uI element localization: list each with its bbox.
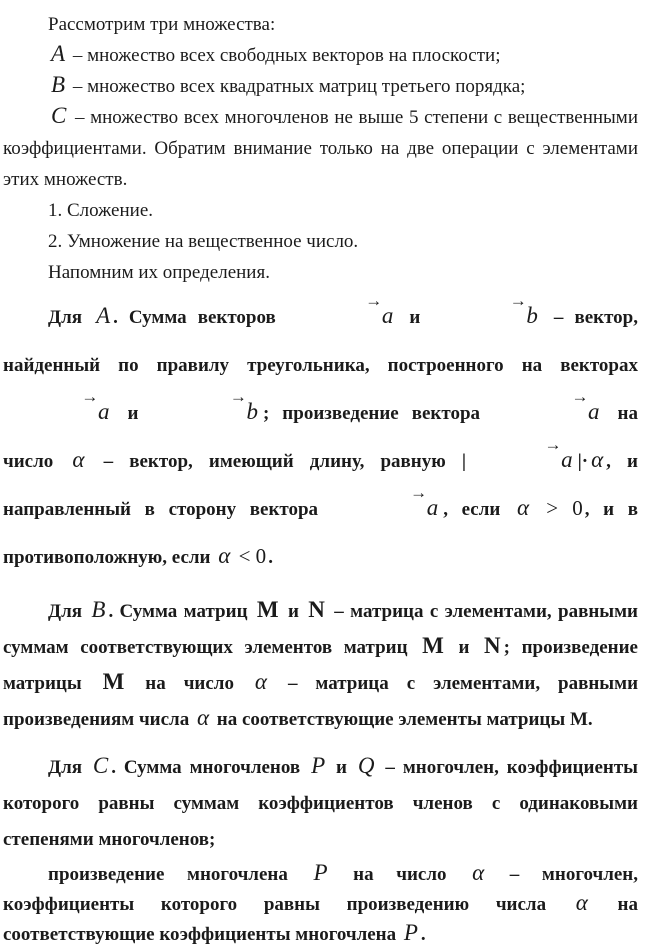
math-symbol: b bbox=[246, 399, 258, 424]
matrix-symbol: N bbox=[484, 633, 501, 658]
math-symbol: Q bbox=[357, 753, 375, 778]
text-run: , если bbox=[443, 499, 514, 520]
vector-arrow-icon: → bbox=[365, 291, 383, 311]
text-run: и bbox=[446, 637, 482, 658]
text-run: на соответствующие коэффициенты многочлена bbox=[3, 894, 638, 945]
text-run: . bbox=[268, 547, 273, 568]
vector-symbol bbox=[337, 483, 439, 520]
math-symbol: P bbox=[311, 753, 326, 778]
math-symbol: α bbox=[591, 447, 604, 472]
definition-polynomials-product bbox=[3, 860, 638, 950]
math-symbol: α bbox=[196, 705, 210, 730]
vector-arrow-icon: → bbox=[229, 387, 247, 407]
text-run: на число bbox=[3, 403, 638, 472]
text-run: – множество всех свободных векторов на плоскости; bbox=[68, 45, 501, 66]
math-symbol: P bbox=[313, 860, 328, 885]
list-item-multiplication bbox=[3, 226, 638, 257]
math-symbol: C bbox=[51, 103, 67, 128]
math-symbol: A bbox=[51, 41, 66, 66]
vector-arrow-icon: → bbox=[544, 435, 562, 455]
math-symbol: a bbox=[588, 399, 600, 424]
text-run: на число bbox=[330, 864, 470, 885]
math-symbol: B bbox=[51, 72, 66, 97]
math-symbol: b bbox=[526, 303, 538, 328]
text-run: и bbox=[281, 601, 306, 622]
math-symbol: α bbox=[575, 890, 588, 915]
text-run: |· bbox=[577, 451, 589, 472]
text-run: на число bbox=[127, 673, 252, 694]
math-symbol: a bbox=[561, 447, 573, 472]
set-c-paragraph bbox=[3, 102, 638, 195]
text-run: произведение многочлена bbox=[48, 864, 311, 885]
text-run: . Сумма матриц bbox=[108, 601, 254, 622]
text-run: 1. Сложение. bbox=[48, 200, 154, 221]
text-run: на соответствующие элементы матрицы М. bbox=[212, 709, 593, 730]
text-run: – множество всех квадратных матриц третьего порядка; bbox=[68, 76, 526, 97]
text-run: – множество всех многочленов не выше 5 степени с вещественными коэффициентами. Обратим внимание только на две операции с элементами этих множеств. bbox=[3, 107, 638, 190]
vector-symbol bbox=[8, 387, 110, 424]
math-symbol: α bbox=[472, 860, 485, 885]
math-symbol: C bbox=[92, 753, 109, 778]
vector-arrow-icon: → bbox=[81, 387, 99, 407]
math-symbol: a bbox=[381, 303, 394, 328]
text-run: Для bbox=[48, 757, 90, 778]
text-run: , и направленный в сторону вектора bbox=[3, 451, 638, 520]
math-operator: > 0 bbox=[532, 496, 583, 520]
math-symbol: a bbox=[426, 495, 439, 520]
text-run: – матрица с элементами, равными произведениям числа bbox=[3, 673, 639, 730]
set-a-line bbox=[3, 40, 638, 71]
text-run: – многочлен, коэффициенты которого равны суммам коэффициентов членов с одинаковыми степенями многочленов; bbox=[3, 757, 638, 850]
text-run: ; произведение вектора bbox=[262, 403, 494, 424]
math-symbol: α bbox=[72, 447, 85, 472]
vector-symbol bbox=[498, 387, 600, 424]
vector-arrow-icon: → bbox=[410, 483, 428, 503]
text-run: – многочлен, коэффициенты которого равны произведению числа bbox=[3, 864, 638, 915]
text-run: – матрица с элементами, равными суммам соответствующих элементов матриц bbox=[3, 601, 639, 658]
text-run: . Сумма многочленов bbox=[111, 757, 309, 778]
definition-matrices bbox=[3, 594, 638, 738]
text-run: Напомним их определения. bbox=[48, 262, 270, 283]
matrix-symbol: N bbox=[308, 597, 325, 622]
matrix-symbol: M bbox=[256, 597, 279, 622]
intro-line bbox=[3, 9, 638, 40]
vector-symbol bbox=[156, 387, 258, 424]
text-run: . Сумма векторов bbox=[113, 307, 287, 328]
text-run: и bbox=[398, 307, 432, 328]
text-run: Для bbox=[48, 307, 94, 328]
text-run: . bbox=[420, 924, 426, 945]
math-symbol: A bbox=[96, 303, 111, 328]
vector-arrow-icon: → bbox=[509, 291, 527, 311]
vector-symbol bbox=[471, 435, 573, 472]
text-run: , и в противоположную, если bbox=[3, 499, 638, 568]
math-symbol: P bbox=[403, 920, 418, 945]
math-symbol: B bbox=[91, 597, 106, 622]
text-run: – вектор, найденный по правилу треугольника, построенного на векторах bbox=[3, 307, 638, 376]
math-symbol: a bbox=[98, 399, 110, 424]
math-symbol: α bbox=[218, 543, 231, 568]
definitions-note bbox=[3, 257, 638, 288]
math-operator: < 0 bbox=[233, 544, 267, 568]
math-symbol: α bbox=[516, 495, 530, 520]
text-run: – вектор, имеющий длину, равную | bbox=[87, 451, 467, 472]
text-run: Для bbox=[48, 601, 89, 622]
math-symbol: α bbox=[254, 669, 267, 694]
matrix-symbol: M bbox=[422, 633, 444, 658]
text-run: и bbox=[114, 403, 152, 424]
vector-arrow-icon: → bbox=[571, 387, 589, 407]
text-run: и bbox=[328, 757, 355, 778]
set-b-line bbox=[3, 71, 638, 102]
definition-polynomials-sum bbox=[3, 750, 638, 858]
definition-vectors bbox=[3, 291, 638, 582]
vector-symbol bbox=[436, 291, 538, 328]
text-run: Рассмотрим три множества: bbox=[48, 14, 276, 35]
matrix-symbol: M bbox=[102, 669, 125, 694]
text-run: 2. Умножение на вещественное число. bbox=[48, 231, 359, 252]
list-item-addition bbox=[3, 195, 638, 226]
text-run: ; произведение матрицы bbox=[3, 637, 638, 694]
vector-symbol bbox=[292, 291, 394, 328]
